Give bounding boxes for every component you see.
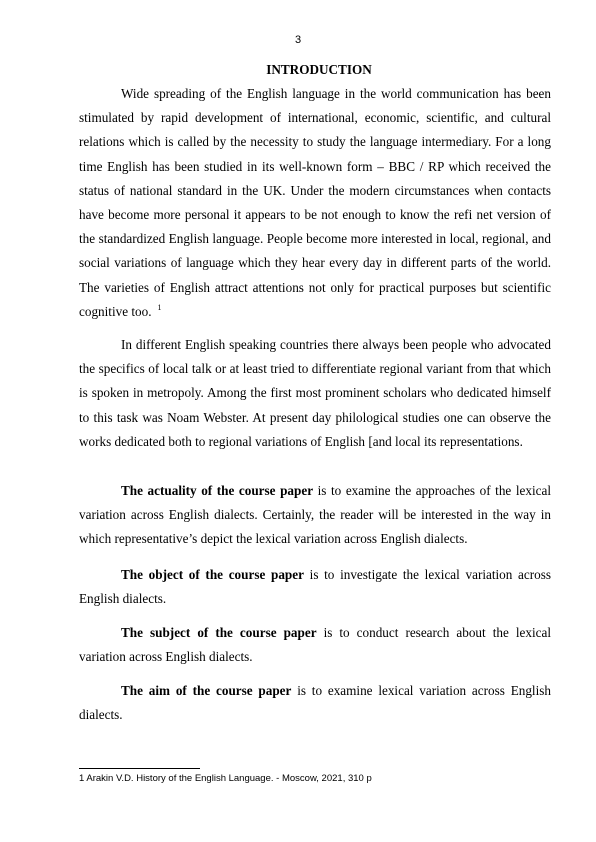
footnote-reference: 1 (157, 303, 162, 313)
paragraph-actuality (79, 479, 551, 552)
actuality-heading: The actuality of the course paper (121, 483, 314, 498)
paragraph-subject (79, 621, 551, 669)
subject-text: is to conduct research about the lexical variation across English dialects. (79, 625, 551, 665)
actuality-text: is to examine the approaches of the lexical variation across English dialects. Certainly, the reader will be interested in the way in which representative’s depict the lexical variation across English dialects. (79, 483, 551, 547)
paragraph-2 (79, 333, 551, 454)
page-number: 3 (294, 34, 302, 46)
paragraph-1-text: Wide spreading of the English language in the world communication has been stimulated by rapid development of international, economic, scientific, and cultural relations which is called by the necessity to study the language intermediary. For a long time English has been studied in its well-known form – BBC / RP which received the status of national standard in the UK. Under the modern circumstances when contacts have become more personal it appears to be not enough to know the refi net version of the standardized English language. People become more interested in local, regional, and social variations of language which they hear every day in different parts of the world. The varieties of English attract attentions not only for practical purposes but scientific cognitive too. (79, 86, 551, 319)
subject-heading: The subject of the course paper (121, 625, 317, 640)
footnote-divider (79, 768, 200, 769)
aim-text: is to examine lexical variation across English dialects. (79, 683, 551, 723)
footnote: 1 Arakin V.D. History of the English Language. - Moscow, 2021, 310 p (79, 773, 372, 784)
object-heading: The object of the course paper (121, 567, 304, 582)
paragraph-1 (79, 82, 551, 324)
page-title: INTRODUCTION (266, 62, 372, 77)
object-text: is to investigate the lexical variation across English dialects. (79, 567, 552, 607)
aim-heading: The aim of the course paper (121, 683, 292, 698)
paragraph-aim (79, 679, 551, 727)
paragraph-object (79, 563, 551, 611)
paragraph-2-text: In different English speaking countries there always been people who advocated the specifics of local talk or at least tried to differentiate regional variant from that which is spoken in metropoly. Among the first most prominent scholars who dedicated himself to this task was Noam Webster. At present day philological studies one can observe the works dedicated both to regional variations of English [and local its representations. (79, 337, 551, 449)
